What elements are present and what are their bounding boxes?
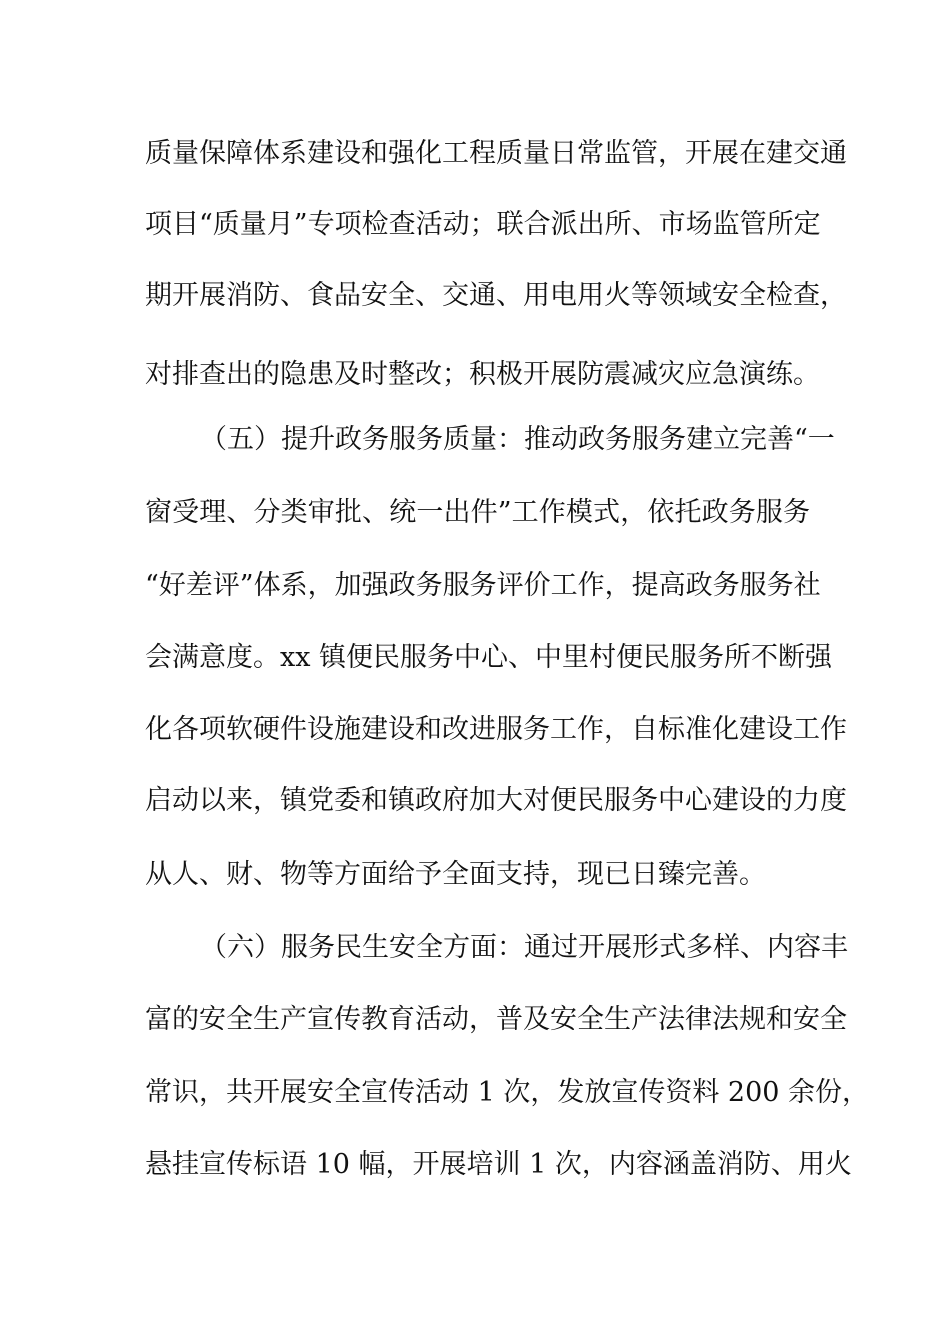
text-line: 质量保障体系建设和强化工程质量日常监管，开展在建交通	[145, 138, 847, 169]
section-heading-line: （五）提升政务服务质量：推动政务服务建立完善“一	[200, 424, 835, 455]
section-heading-line: （六）服务民生安全方面：通过开展形式多样、内容丰	[200, 932, 848, 963]
text-line: “好差评”体系，加强政务服务评价工作，提高政务服务社	[145, 570, 821, 601]
text-line: 项目“质量月”专项检查活动；联合派出所、市场监管所定	[145, 209, 821, 240]
text-line: 启动以来，镇党委和镇政府加大对便民服务中心建设的力度	[145, 785, 847, 816]
text-line: 会满意度。xx 镇便民服务中心、中里村便民服务所不断强	[145, 642, 833, 673]
text-line: 窗受理、分类审批、统一出件”工作模式，依托政务服务	[145, 497, 810, 528]
text-line: 对排查出的隐患及时整改；积极开展防震减灾应急演练。	[145, 359, 820, 390]
text-line: 富的安全生产宣传教育活动，普及安全生产法律法规和安全	[145, 1004, 847, 1035]
text-line: 化各项软硬件设施建设和改进服务工作，自标准化建设工作	[145, 714, 847, 745]
text-line: 悬挂宣传标语 10 幅，开展培训 1 次，内容涵盖消防、用火	[145, 1149, 852, 1180]
text-line: 从人、财、物等方面给予全面支持，现已日臻完善。	[145, 859, 766, 890]
text-line: 期开展消防、食品安全、交通、用电用火等领域安全检查，	[145, 280, 847, 311]
text-line: 常识，共开展安全宣传活动 1 次，发放宣传资料 200 余份，	[145, 1077, 870, 1108]
